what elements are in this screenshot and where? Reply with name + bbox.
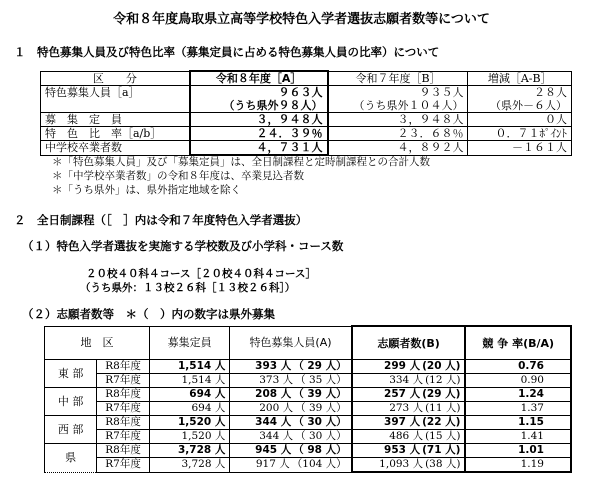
table-row: [45, 430, 572, 444]
row-label: 特 色 比 率［a/b］: [41, 127, 190, 141]
applicants-cell: 273 人: [389, 402, 424, 414]
quota-outside-cell: （ 29 人）: [293, 360, 347, 372]
applicants-cell: 299 人: [384, 360, 421, 372]
header-r8: 令和８年度［A］: [190, 71, 328, 86]
table-row: [45, 416, 572, 430]
table-row: [41, 141, 572, 156]
sub1-heading: （１）特色入学者選抜を実施する学校数及び小学科・コース数: [22, 239, 344, 253]
header-rate: 競 争 率(B/A): [465, 326, 571, 360]
quota-outside-cell: （ 39 人）: [295, 402, 347, 414]
quota-cell: 200 人: [259, 402, 294, 414]
applicants-cell: 334 人: [389, 374, 424, 386]
rate-cell: 1.19: [465, 458, 571, 473]
applicants-cell: 1,093 人: [379, 458, 424, 470]
region-name: 東 部: [45, 360, 97, 388]
header-r7: 令和７年度［B］: [328, 71, 468, 86]
table-row: [45, 360, 572, 374]
table-header-row: [41, 71, 572, 86]
year-label: R7年度: [97, 430, 150, 444]
cell-r8-sub: （うち県外９８人）: [190, 99, 328, 113]
quota-outside-cell: （ 39 人）: [293, 388, 347, 400]
quota-cell: 208 人: [255, 388, 292, 400]
year-label: R7年度: [97, 458, 150, 473]
applicants-cell: 486 人: [389, 430, 424, 442]
applicants-outside-cell: (22 人): [422, 416, 461, 428]
cell-r8: ３，９４８人: [190, 113, 328, 127]
sub2-heading: （２）志願者数等 ＊（ ）内の数字は県外募集: [22, 307, 275, 321]
quota-cell: 373 人: [259, 374, 294, 386]
table-row: [45, 444, 572, 458]
applicants-outside-cell: (20 人): [422, 360, 461, 372]
table-row: [45, 374, 572, 388]
table-row: [41, 127, 572, 141]
quota-outside-cell: （104 人）: [291, 458, 347, 471]
quota-cell: 945 人: [255, 444, 292, 456]
quota-outside-cell: （ 35 人）: [295, 374, 347, 386]
cell-r7: ９３５人: [328, 86, 468, 100]
applicants-cell: 397 人: [384, 416, 421, 428]
capacity-cell: 3,728 人: [149, 444, 229, 458]
rate-cell: 1.24: [465, 388, 571, 402]
school-count-outside-line: （うち県外：１３校２６科［１３校２６科］）: [80, 282, 296, 294]
cell-diff: －１６１人: [468, 141, 572, 156]
year-label: R8年度: [97, 360, 150, 374]
rate-cell: 1.01: [465, 444, 571, 458]
cell-r8: ２４．３９％: [190, 127, 328, 141]
applicants-outside-cell: (29 人): [422, 388, 461, 400]
cell-diff-sub: （県外－６人）: [468, 99, 572, 113]
capacity-cell: 1,520 人: [149, 430, 229, 444]
applicants-outside-cell: (15 人): [425, 430, 461, 442]
header-capacity: 募集定員: [149, 326, 229, 360]
year-label: R8年度: [97, 444, 150, 458]
capacity-cell: 694 人: [149, 388, 229, 402]
region-name: 西 部: [45, 416, 97, 444]
quota-cell: 393 人: [255, 360, 292, 372]
quota-ratio-table: [40, 70, 572, 156]
applicants-cell: 257 人: [384, 388, 421, 400]
table-row: [45, 402, 572, 416]
capacity-cell: 3,728 人: [149, 458, 229, 473]
note-1: ＊「特色募集人員」及び「募集定員」は、全日制課程と定時制課程との合計人数: [52, 156, 430, 168]
note-2: ＊「中学校卒業者数」の令和８年度は、卒業見込者数: [52, 170, 304, 182]
quota-outside-cell: （ 30 人）: [293, 416, 347, 428]
section1-heading: １ 特色募集人員及び特色比率（募集定員に占める特色募集人員の比率）について: [14, 45, 440, 59]
applicants-outside-cell: (12 人): [425, 374, 461, 386]
section2-heading: ２ 全日制課程（［ ］内は令和７年度特色入学者選抜）: [14, 213, 308, 227]
region-name: 中 部: [45, 388, 97, 416]
cell-diff: ０．７１ﾎﾟｲﾝﾄ: [468, 127, 572, 141]
row-label: 募 集 定 員: [41, 113, 190, 127]
year-label: R7年度: [97, 402, 150, 416]
capacity-cell: 1,520 人: [149, 416, 229, 430]
table-row: [41, 86, 572, 100]
capacity-cell: 1,514 人: [149, 374, 229, 388]
rate-cell: 0.90: [465, 374, 571, 388]
quota-cell: 344 人: [259, 430, 294, 442]
capacity-cell: 694 人: [149, 402, 229, 416]
page-title: 令和８年度鳥取県立高等学校特色入学者選抜志願者数等について: [113, 12, 490, 27]
quota-outside-cell: （ 98 人）: [293, 444, 347, 456]
header-quota: 特色募集人員(A): [230, 326, 352, 360]
table-row: [45, 388, 572, 402]
rate-cell: 1.37: [465, 402, 571, 416]
header-category: 区 分: [41, 71, 190, 86]
cell-r7: ３，９４８人: [328, 113, 468, 127]
applicants-outside-cell: (11 人): [425, 402, 461, 414]
rate-cell: 1.15: [465, 416, 571, 430]
header-applicants: 志願者数(B): [352, 326, 466, 360]
table-row: [45, 458, 572, 473]
cell-diff: ２８人: [468, 86, 572, 100]
note-3: ＊「うち県外」は、県外指定地域を除く: [52, 184, 241, 196]
year-label: R8年度: [97, 388, 150, 402]
quota-cell: 917 人: [255, 458, 290, 471]
year-label: R7年度: [97, 374, 150, 388]
cell-diff: ０人: [468, 113, 572, 127]
table-header-row: [45, 326, 572, 360]
row-label: 中学校卒業者数: [41, 141, 190, 156]
year-label: R8年度: [97, 416, 150, 430]
cell-r7: ４，８９２人: [328, 141, 468, 156]
header-diff: 増減［A-B］: [468, 71, 572, 86]
cell-r7: ２３．６８％: [328, 127, 468, 141]
applicants-outside-cell: (71 人): [422, 444, 461, 456]
quota-outside-cell: （ 30 人）: [295, 430, 347, 442]
cell-r7-sub: （うち県外１０４人）: [328, 99, 468, 113]
cell-r8: ９６３人: [190, 86, 328, 100]
rate-cell: 1.41: [465, 430, 571, 444]
header-region: 地 区: [45, 326, 150, 360]
applicants-outside-cell: (38 人): [425, 458, 461, 470]
school-count-line: ２０校４０科４コース［２０校４０科４コース］: [86, 268, 316, 280]
rate-cell: 0.76: [465, 360, 571, 374]
region-name: 県: [45, 444, 97, 473]
cell-r8: ４，７３１人: [190, 141, 328, 156]
applicants-cell: 953 人: [384, 444, 421, 456]
quota-cell: 344 人: [255, 416, 292, 428]
capacity-cell: 1,514 人: [149, 360, 229, 374]
row-label: 特色募集人員［a］: [41, 86, 190, 113]
table-row: [41, 113, 572, 127]
applicants-table: [44, 325, 572, 473]
